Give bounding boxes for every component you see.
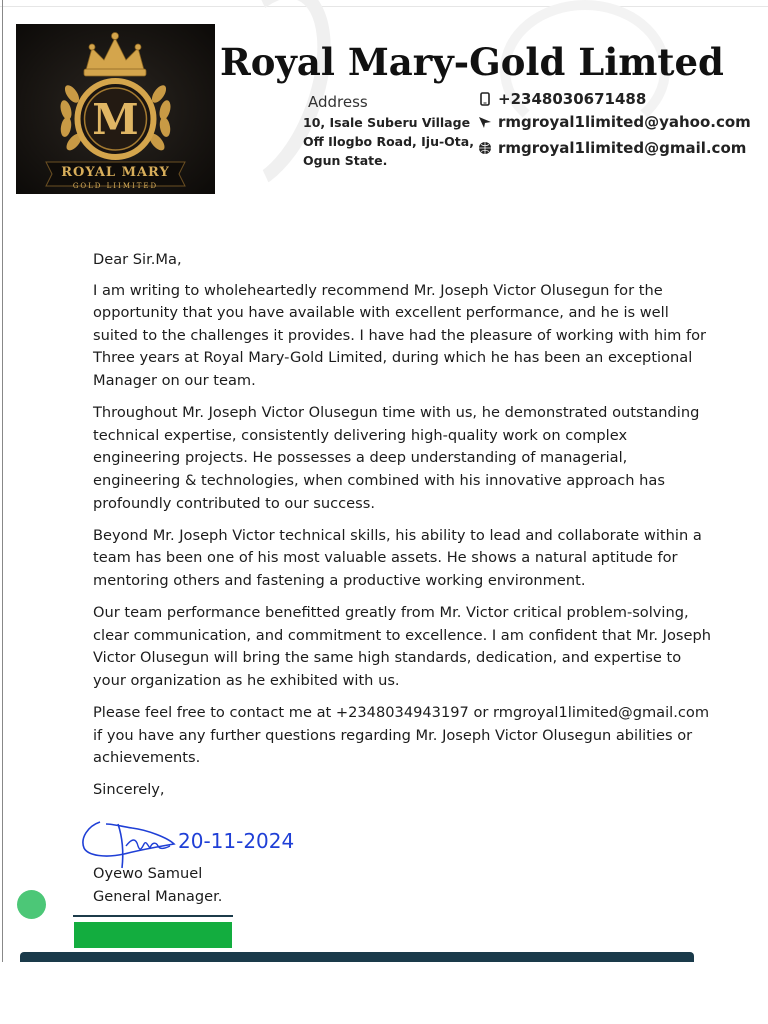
- signature-date: 20-11-2024: [178, 829, 295, 853]
- footer-band: [20, 952, 694, 962]
- green-dot: [17, 890, 46, 919]
- letter-body: [93, 249, 713, 812]
- company-logo: [16, 24, 215, 194]
- letter-paragraph: Beyond Mr. Joseph Victor technical skills, his ability to lead and collaborate within a team has been one of his most valuable assets. He shows a natural aptitude for mentoring others and fastening a productive working environment.: [93, 526, 702, 589]
- company-name: Royal Mary-Gold Limted: [220, 40, 724, 84]
- address-line: Ogun State.: [303, 153, 388, 168]
- letter-paragraph: Throughout Mr. Joseph Victor Olusegun time with us, he demonstrated outstanding technical expertise, consistently delivering high-quality work on complex engineering projects. He possesses a deep understanding of managerial, engineering & technologies, when combined with his innovative approach has profoundly contributed to our success.: [93, 404, 700, 512]
- salutation: Dear Sir.Ma,: [93, 251, 182, 268]
- send-icon: [476, 114, 494, 130]
- address-title: Address: [308, 93, 368, 111]
- signer-title: General Manager.: [93, 888, 223, 905]
- closing: Sincerely,: [93, 781, 165, 799]
- letter-paragraph: I am writing to wholeheartedly recommend Mr. Joseph Victor Olusegun for the opportunity that you have available with excellent performance, and he is well suited to the challenges it provides. I have had the pleasure of working with him for Three years at Royal Mary-Gold Limited, during which he has been an exceptional Manager on our team.: [93, 281, 707, 389]
- page-top-edge: [0, 6, 768, 7]
- page-left-edge: [2, 0, 3, 962]
- handwritten-signature: [78, 816, 178, 870]
- signer-name: Oyewo Samuel: [93, 865, 203, 882]
- svg-text:M: M: [92, 95, 139, 144]
- globe-icon: [476, 140, 494, 156]
- contact-phone: [476, 90, 646, 108]
- letter-paragraph: Our team performance benefitted greatly from Mr. Victor critical problem-solving, clear communication, and commitment to excellence. I am confident that Mr. Joseph Victor Olusegun will bring the same high standards, dedication, and expertise to your organization as he exhibited with us.: [93, 604, 711, 689]
- logo-name: ROYAL MARY: [61, 165, 170, 180]
- address-line: 10, Isale Suberu Village: [303, 115, 471, 130]
- contact-gmail: [476, 139, 746, 157]
- footer-rule: [73, 915, 233, 917]
- yahoo-email: rmgroyal1limited@yahoo.com: [498, 113, 751, 131]
- phone-icon: [476, 91, 494, 107]
- gmail-email: rmgroyal1limited@gmail.com: [498, 139, 747, 157]
- letter-paragraph: Please feel free to contact me at +2348034943197 or rmgroyal1limited@gmail.com if you have any further questions regarding Mr. Joseph Victor Olusegun abilities or achievements.: [93, 704, 710, 767]
- contact-yahoo-email: [476, 113, 751, 131]
- logo-tagline: GOLD LIIMITED: [72, 182, 159, 190]
- address-line: Off Ilogbo Road, Iju-Ota,: [303, 134, 474, 149]
- phone-number: +2348030671488: [498, 90, 647, 108]
- footer-green-bar: [74, 922, 232, 948]
